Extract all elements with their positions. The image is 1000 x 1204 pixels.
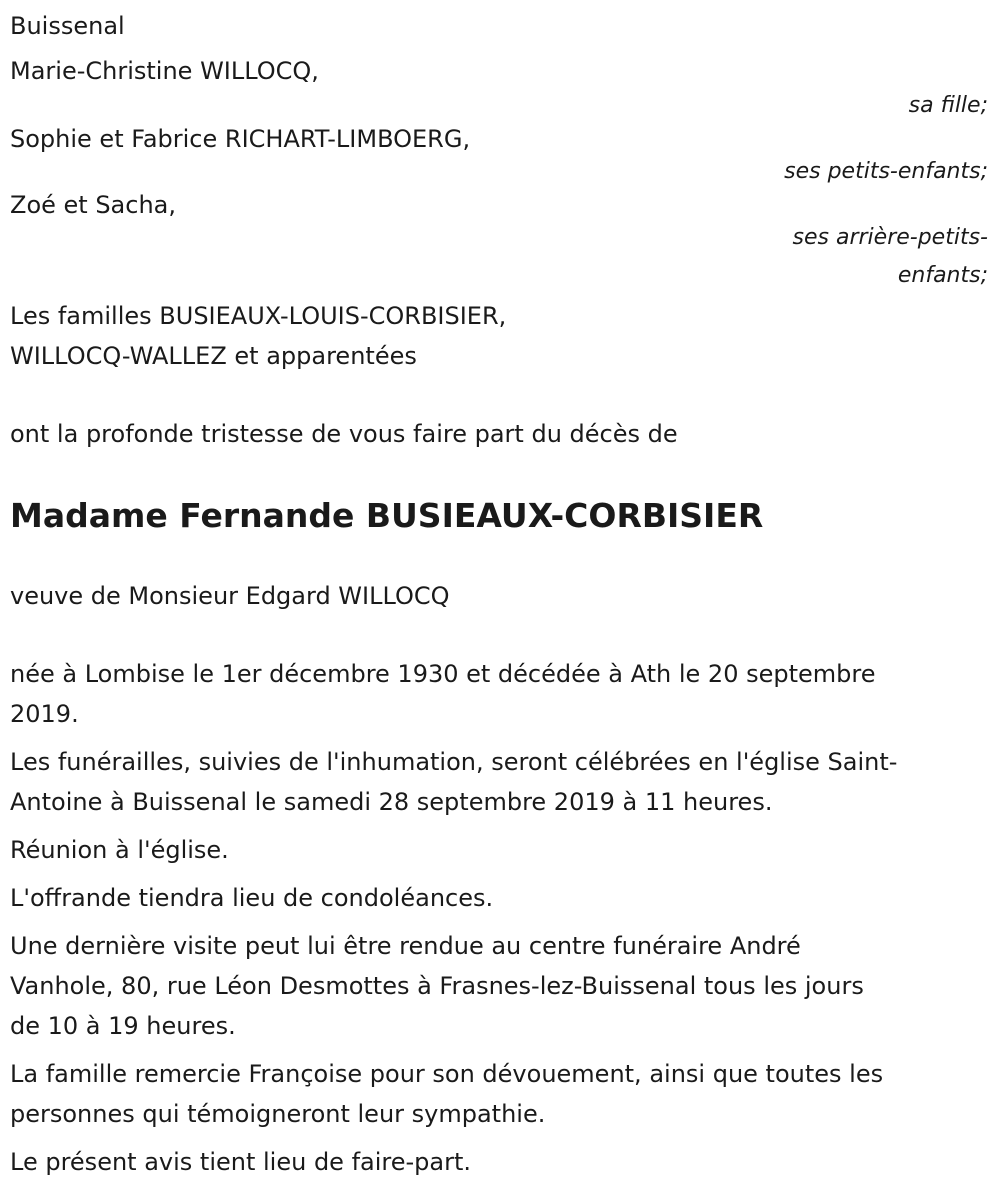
paragraph-line: Antoine à Buissenal le samedi 28 septembre 2019 à 11 heures.: [10, 788, 773, 816]
family-member-name: Zoé et Sacha,: [10, 191, 177, 219]
extended-family-line: WILLOCQ-WALLEZ et apparentées: [10, 342, 417, 370]
paragraph-line: 2019.: [10, 700, 79, 728]
birth-death-paragraph: [10, 654, 990, 734]
paragraph-line: Les funérailles, suivies de l'inhumation, seront célébrées en l'église Saint-: [10, 748, 898, 776]
paragraph-line: La famille remercie Françoise pour son dévouement, ainsi que toutes les: [10, 1060, 884, 1088]
visit-paragraph: [10, 926, 990, 1046]
paragraph-line: personnes qui témoigneront leur sympathie.: [10, 1100, 546, 1128]
family-member-relation: ses arrière-petits-: [792, 225, 988, 250]
paragraph-line: de 10 à 19 heures.: [10, 1012, 236, 1040]
location-line: Buissenal: [10, 12, 125, 40]
paragraph-line: née à Lombise le 1er décembre 1930 et décédée à Ath le 20 septembre: [10, 660, 876, 688]
family-member-relation: sa fille;: [908, 93, 988, 118]
funeral-paragraph: [10, 742, 990, 822]
paragraph-line: Vanhole, 80, rue Léon Desmottes à Frasnes-lez-Buissenal tous les jours: [10, 972, 864, 1000]
paragraph-line: Une dernière visite peut lui être rendue au centre funéraire André: [10, 932, 801, 960]
thanks-paragraph: [10, 1054, 990, 1134]
meeting-line: Réunion à l'église.: [10, 836, 229, 864]
offering-line: L'offrande tiendra lieu de condoléances.: [10, 884, 494, 912]
extended-family-line: Les familles BUSIEAUX-LOUIS-CORBISIER,: [10, 302, 507, 330]
announcement-text: ont la profonde tristesse de vous faire part du décès de: [10, 420, 678, 448]
family-member-name: Sophie et Fabrice RICHART-LIMBOERG,: [10, 125, 471, 153]
widow-of-line: veuve de Monsieur Edgard WILLOCQ: [10, 582, 450, 610]
family-member-relation: ses petits-enfants;: [784, 159, 988, 184]
deceased-name: Madame Fernande BUSIEAUX-CORBISIER: [10, 496, 764, 535]
notice-line: Le présent avis tient lieu de faire-part.: [10, 1148, 472, 1176]
family-member-relation-continued: enfants;: [897, 263, 988, 288]
family-member-name: Marie-Christine WILLOCQ,: [10, 57, 319, 85]
